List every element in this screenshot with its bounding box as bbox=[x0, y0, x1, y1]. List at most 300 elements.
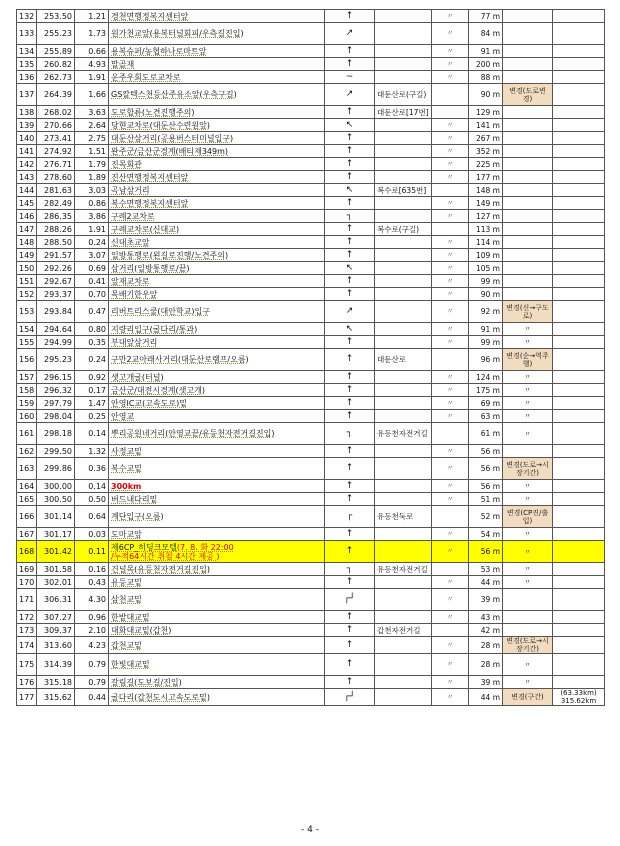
cell-road-name: 대둔산로(구길) bbox=[375, 84, 432, 106]
direction-arrow-icon: ↑ bbox=[325, 384, 375, 397]
cell-extra bbox=[553, 349, 605, 371]
cell-location bbox=[109, 480, 325, 493]
cell-extra bbox=[553, 171, 605, 184]
location-name: 구례교차로(신대교) bbox=[111, 224, 180, 234]
cell-elevation: 84 m bbox=[469, 23, 503, 45]
table-row bbox=[17, 445, 605, 458]
cell-number: 161 bbox=[17, 423, 37, 445]
cell-location bbox=[109, 301, 325, 323]
cell-road-name bbox=[375, 541, 432, 563]
cell-segment-km: 0.24 bbox=[75, 349, 109, 371]
cell-number: 160 bbox=[17, 410, 37, 423]
cell-number: 136 bbox=[17, 71, 37, 84]
cell-segment-km: 0.14 bbox=[75, 423, 109, 445]
cell-extra bbox=[553, 236, 605, 249]
location-name: 한밭대교밑 bbox=[111, 612, 150, 622]
table-row bbox=[17, 563, 605, 576]
cell-ditto: 〃 bbox=[432, 249, 469, 262]
cell-road-name bbox=[375, 262, 432, 275]
table-row bbox=[17, 349, 605, 371]
table-row bbox=[17, 145, 605, 158]
cell-cumulative-km: 315.62 bbox=[37, 689, 75, 706]
page-number: - 4 - bbox=[301, 825, 319, 835]
direction-arrow-icon: ┌┘ bbox=[325, 689, 375, 706]
cell-elevation: 129 m bbox=[469, 106, 503, 119]
cell-road-name bbox=[375, 58, 432, 71]
cell-location bbox=[109, 223, 325, 236]
cell-extra bbox=[553, 71, 605, 84]
cell-location bbox=[109, 288, 325, 301]
location-name: 일방통행로(왼길로진행/노견주의) bbox=[111, 250, 229, 260]
cell-number: 150 bbox=[17, 262, 37, 275]
cell-cumulative-km: 292.26 bbox=[37, 262, 75, 275]
cell-ditto: 〃 bbox=[432, 397, 469, 410]
cell-extra bbox=[553, 58, 605, 71]
location-name: 제6CP_히딩크모텔 bbox=[111, 542, 177, 552]
cell-cumulative-km: 307.27 bbox=[37, 611, 75, 624]
cell-road-name bbox=[375, 145, 432, 158]
cell-ditto: 〃 bbox=[432, 323, 469, 336]
cell-extra bbox=[553, 528, 605, 541]
table-row bbox=[17, 119, 605, 132]
cell-cumulative-km: 302.01 bbox=[37, 576, 75, 589]
route-sheet bbox=[16, 9, 604, 706]
direction-arrow-icon: ↑ bbox=[325, 611, 375, 624]
cell-location bbox=[109, 410, 325, 423]
cell-location bbox=[109, 236, 325, 249]
cell-location bbox=[109, 23, 325, 45]
cell-note: 〃 bbox=[503, 576, 553, 589]
direction-arrow-icon: ↖ bbox=[325, 323, 375, 336]
direction-arrow-icon: ↑ bbox=[325, 223, 375, 236]
cell-extra bbox=[553, 23, 605, 45]
cell-segment-km: 0.92 bbox=[75, 371, 109, 384]
cell-number: 158 bbox=[17, 384, 37, 397]
cell-location bbox=[109, 197, 325, 210]
cell-extra bbox=[553, 336, 605, 349]
cell-extra bbox=[553, 506, 605, 528]
cell-location bbox=[109, 84, 325, 106]
cell-cumulative-km: 260.82 bbox=[37, 58, 75, 71]
cell-number: 148 bbox=[17, 236, 37, 249]
cell-note bbox=[503, 45, 553, 58]
cell-number: 145 bbox=[17, 197, 37, 210]
direction-arrow-icon: ↑ bbox=[325, 10, 375, 23]
cell-note bbox=[503, 132, 553, 145]
cell-segment-km: 0.25 bbox=[75, 410, 109, 423]
cell-elevation: 109 m bbox=[469, 249, 503, 262]
cell-extra bbox=[553, 45, 605, 58]
location-name: 지량리입구(굴다리/통과) bbox=[111, 324, 198, 334]
cell-segment-km: 0.70 bbox=[75, 288, 109, 301]
cell-road-name bbox=[375, 528, 432, 541]
cell-note: 〃 bbox=[503, 397, 553, 410]
cell-ditto: 〃 bbox=[432, 262, 469, 275]
direction-arrow-icon: ↑ bbox=[325, 676, 375, 689]
location-name: 갑천교밑 bbox=[111, 640, 142, 650]
cell-ditto: 〃 bbox=[432, 158, 469, 171]
cell-cumulative-km: 314.39 bbox=[37, 654, 75, 676]
cell-segment-km: 0.79 bbox=[75, 676, 109, 689]
cell-location bbox=[109, 458, 325, 480]
cell-number: 149 bbox=[17, 249, 37, 262]
cell-ditto: 〃 bbox=[432, 410, 469, 423]
cell-road-name bbox=[375, 384, 432, 397]
cell-location bbox=[109, 275, 325, 288]
cell-road-name bbox=[375, 654, 432, 676]
direction-arrow-icon: ↑ bbox=[325, 480, 375, 493]
cell-number: 171 bbox=[17, 589, 37, 611]
cell-segment-km: 1.89 bbox=[75, 171, 109, 184]
cell-location bbox=[109, 145, 325, 158]
cell-number: 170 bbox=[17, 576, 37, 589]
cell-road-name: 대둔산로[17번] bbox=[375, 106, 432, 119]
cell-ditto: 〃 bbox=[432, 480, 469, 493]
cell-number: 147 bbox=[17, 223, 37, 236]
cell-road-name bbox=[375, 197, 432, 210]
cell-cumulative-km: 281.63 bbox=[37, 184, 75, 197]
table-row bbox=[17, 58, 605, 71]
cell-note bbox=[503, 71, 553, 84]
cell-segment-km: 2.64 bbox=[75, 119, 109, 132]
cell-ditto: 〃 bbox=[432, 23, 469, 45]
cell-cumulative-km: 264.39 bbox=[37, 84, 75, 106]
location-name: 300km bbox=[111, 481, 142, 491]
cell-number: 173 bbox=[17, 624, 37, 637]
cell-cumulative-km: 313.60 bbox=[37, 637, 75, 654]
cell-road-name bbox=[375, 45, 432, 58]
cell-elevation: 127 m bbox=[469, 210, 503, 223]
cell-number: 157 bbox=[17, 371, 37, 384]
cell-ditto: 〃 bbox=[432, 384, 469, 397]
cell-road-name bbox=[375, 119, 432, 132]
direction-arrow-icon: ↑ bbox=[325, 158, 375, 171]
table-row bbox=[17, 158, 605, 171]
cell-segment-km: 3.63 bbox=[75, 106, 109, 119]
cell-elevation: 77 m bbox=[469, 10, 503, 23]
direction-arrow-icon: ↑ bbox=[325, 371, 375, 384]
cell-location bbox=[109, 171, 325, 184]
cell-number: 143 bbox=[17, 171, 37, 184]
route-table bbox=[16, 9, 605, 706]
cell-elevation: 56 m bbox=[469, 458, 503, 480]
cell-note bbox=[503, 58, 553, 71]
cell-elevation: 56 m bbox=[469, 445, 503, 458]
cell-elevation: 44 m bbox=[469, 576, 503, 589]
cell-location bbox=[109, 371, 325, 384]
cell-elevation: 177 m bbox=[469, 171, 503, 184]
cell-elevation: 175 m bbox=[469, 384, 503, 397]
cell-elevation: 56 m bbox=[469, 480, 503, 493]
table-row bbox=[17, 676, 605, 689]
cell-cumulative-km: 270.66 bbox=[37, 119, 75, 132]
table-row bbox=[17, 236, 605, 249]
cell-extra bbox=[553, 223, 605, 236]
cell-note bbox=[503, 119, 553, 132]
cell-number: 156 bbox=[17, 349, 37, 371]
table-row bbox=[17, 410, 605, 423]
cell-elevation: 141 m bbox=[469, 119, 503, 132]
cell-number: 175 bbox=[17, 654, 37, 676]
cell-note: 변경(도로→시장기간) bbox=[503, 637, 553, 654]
cell-ditto: 〃 bbox=[432, 458, 469, 480]
cell-note: 〃 bbox=[503, 371, 553, 384]
table-row bbox=[17, 506, 605, 528]
location-name: 대화대교밑(갑천) bbox=[111, 625, 172, 635]
cell-extra bbox=[553, 301, 605, 323]
location-name: 부대앞삼거리 bbox=[111, 337, 158, 347]
table-row bbox=[17, 637, 605, 654]
cell-note bbox=[503, 236, 553, 249]
cell-extra bbox=[553, 275, 605, 288]
cell-elevation: 114 m bbox=[469, 236, 503, 249]
cell-extra bbox=[553, 676, 605, 689]
cell-elevation: 52 m bbox=[469, 506, 503, 528]
direction-arrow-icon: ↑ bbox=[325, 445, 375, 458]
cell-location bbox=[109, 119, 325, 132]
cell-extra bbox=[553, 288, 605, 301]
location-name: 굴다리(갑천도시고속도로밑) bbox=[111, 692, 210, 702]
cell-ditto: 〃 bbox=[432, 210, 469, 223]
table-row bbox=[17, 23, 605, 45]
cell-note bbox=[503, 145, 553, 158]
cell-cumulative-km: 296.15 bbox=[37, 371, 75, 384]
cell-number: 166 bbox=[17, 506, 37, 528]
cell-road-name: 대둔산로 bbox=[375, 349, 432, 371]
cell-location bbox=[109, 541, 325, 563]
cell-cumulative-km: 291.57 bbox=[37, 249, 75, 262]
location-name: 버드내다리밑 bbox=[111, 494, 158, 504]
cell-note: 〃 bbox=[503, 541, 553, 563]
cell-location bbox=[109, 611, 325, 624]
cell-extra bbox=[553, 445, 605, 458]
direction-arrow-icon: ↑ bbox=[325, 541, 375, 563]
cell-note: 변경(구간) bbox=[503, 689, 553, 706]
cell-extra bbox=[553, 119, 605, 132]
cell-extra bbox=[553, 397, 605, 410]
cell-cumulative-km: 306.31 bbox=[37, 589, 75, 611]
direction-arrow-icon: ↖ bbox=[325, 262, 375, 275]
cell-segment-km: 0.47 bbox=[75, 301, 109, 323]
table-row bbox=[17, 576, 605, 589]
direction-arrow-icon: ┐ bbox=[325, 563, 375, 576]
location-name: 당현교차로(대둔산수련원앞) bbox=[111, 120, 210, 130]
cell-road-name bbox=[375, 323, 432, 336]
cell-segment-km: 4.30 bbox=[75, 589, 109, 611]
cell-segment-km: 1.51 bbox=[75, 145, 109, 158]
cell-location bbox=[109, 576, 325, 589]
direction-arrow-icon: ┌ bbox=[325, 506, 375, 528]
cell-extra bbox=[553, 423, 605, 445]
table-row bbox=[17, 301, 605, 323]
cell-road-name bbox=[375, 301, 432, 323]
cell-cumulative-km: 301.42 bbox=[37, 541, 75, 563]
location-name: 목배기한우앞 bbox=[111, 289, 158, 299]
cell-note: 〃 bbox=[503, 423, 553, 445]
cell-road-name bbox=[375, 132, 432, 145]
cell-number: 164 bbox=[17, 480, 37, 493]
cell-number: 144 bbox=[17, 184, 37, 197]
cell-location bbox=[109, 10, 325, 23]
cell-elevation: 99 m bbox=[469, 336, 503, 349]
cell-segment-km: 0.80 bbox=[75, 323, 109, 336]
cell-ditto: 〃 bbox=[432, 71, 469, 84]
cell-elevation: 352 m bbox=[469, 145, 503, 158]
cell-elevation: 113 m bbox=[469, 223, 503, 236]
cell-segment-km: 0.50 bbox=[75, 493, 109, 506]
cell-number: 139 bbox=[17, 119, 37, 132]
location-name: 곡남삼거리 bbox=[111, 185, 150, 195]
cell-cumulative-km: 293.84 bbox=[37, 301, 75, 323]
cell-segment-km: 0.64 bbox=[75, 506, 109, 528]
cell-location bbox=[109, 323, 325, 336]
cell-road-name bbox=[375, 288, 432, 301]
direction-arrow-icon: ↗ bbox=[325, 84, 375, 106]
cell-segment-km: 0.14 bbox=[75, 480, 109, 493]
cell-location bbox=[109, 506, 325, 528]
cell-cumulative-km: 295.23 bbox=[37, 349, 75, 371]
direction-arrow-icon: ~ bbox=[325, 71, 375, 84]
table-row bbox=[17, 10, 605, 23]
cell-extra bbox=[553, 197, 605, 210]
cell-cumulative-km: 301.17 bbox=[37, 528, 75, 541]
location-name: 앞재교차로 bbox=[111, 276, 150, 286]
cell-location bbox=[109, 563, 325, 576]
cell-ditto: 〃 bbox=[432, 336, 469, 349]
cell-cumulative-km: 273.41 bbox=[37, 132, 75, 145]
cell-note: 변경(순→역주행) bbox=[503, 349, 553, 371]
cell-note: 〃 bbox=[503, 493, 553, 506]
cell-segment-km: 1.91 bbox=[75, 223, 109, 236]
cell-cumulative-km: 294.99 bbox=[37, 336, 75, 349]
cell-elevation: 88 m bbox=[469, 71, 503, 84]
cell-elevation: 105 m bbox=[469, 262, 503, 275]
cell-road-name bbox=[375, 249, 432, 262]
cell-note: 〃 bbox=[503, 410, 553, 423]
cell-elevation: 124 m bbox=[469, 371, 503, 384]
table-row bbox=[17, 106, 605, 119]
location-name: 경천면행정복지센터앞 bbox=[111, 11, 189, 21]
cell-ditto: 〃 bbox=[432, 528, 469, 541]
cell-number: 155 bbox=[17, 336, 37, 349]
table-row bbox=[17, 397, 605, 410]
cell-number: 142 bbox=[17, 158, 37, 171]
cell-ditto bbox=[432, 563, 469, 576]
cell-extra bbox=[553, 637, 605, 654]
cell-cumulative-km: 299.50 bbox=[37, 445, 75, 458]
cell-number: 159 bbox=[17, 397, 37, 410]
cell-road-name bbox=[375, 689, 432, 706]
cell-segment-km: 0.36 bbox=[75, 458, 109, 480]
cell-road-name bbox=[375, 493, 432, 506]
cell-location bbox=[109, 654, 325, 676]
cell-number: 146 bbox=[17, 210, 37, 223]
cell-ditto: 〃 bbox=[432, 275, 469, 288]
table-row bbox=[17, 45, 605, 58]
location-name: 구례2교차로 bbox=[111, 211, 155, 221]
cell-road-name bbox=[375, 10, 432, 23]
cell-number: 134 bbox=[17, 45, 37, 58]
cell-cumulative-km: 315.18 bbox=[37, 676, 75, 689]
cell-location bbox=[109, 637, 325, 654]
cell-cumulative-km: 288.26 bbox=[37, 223, 75, 236]
table-row bbox=[17, 223, 605, 236]
cell-extra bbox=[553, 480, 605, 493]
cell-location bbox=[109, 210, 325, 223]
direction-arrow-icon: ↑ bbox=[325, 106, 375, 119]
location-name: 용복슈퍼/농협하나로마트앞 bbox=[111, 46, 207, 56]
location-name: 대둔산삼거리(공용버스터미널입구) bbox=[111, 133, 234, 143]
cell-note bbox=[503, 184, 553, 197]
cell-cumulative-km: 298.04 bbox=[37, 410, 75, 423]
direction-arrow-icon: ┌┘ bbox=[325, 589, 375, 611]
cell-segment-km: 0.69 bbox=[75, 262, 109, 275]
cell-cumulative-km: 294.64 bbox=[37, 323, 75, 336]
cell-segment-km: 3.03 bbox=[75, 184, 109, 197]
cell-ditto: 〃 bbox=[432, 689, 469, 706]
cell-road-name: 유등천자전거길 bbox=[375, 563, 432, 576]
cell-elevation: 91 m bbox=[469, 323, 503, 336]
cell-segment-km: 0.79 bbox=[75, 654, 109, 676]
cell-location bbox=[109, 184, 325, 197]
cell-segment-km: 0.86 bbox=[75, 197, 109, 210]
cell-ditto: 〃 bbox=[432, 119, 469, 132]
cell-segment-km: 0.96 bbox=[75, 611, 109, 624]
table-row bbox=[17, 480, 605, 493]
cell-note: 변경(도로변경) bbox=[503, 84, 553, 106]
cell-ditto: 〃 bbox=[432, 637, 469, 654]
cell-note bbox=[503, 223, 553, 236]
cell-extra bbox=[553, 84, 605, 106]
cell-cumulative-km: 268.02 bbox=[37, 106, 75, 119]
cell-elevation: 53 m bbox=[469, 563, 503, 576]
table-row bbox=[17, 458, 605, 480]
checkpoint-row bbox=[17, 541, 605, 563]
cell-cumulative-km: 298.18 bbox=[37, 423, 75, 445]
cell-ditto: 〃 bbox=[432, 445, 469, 458]
direction-arrow-icon: ┐ bbox=[325, 423, 375, 445]
location-name: 한빛대교밑 bbox=[111, 660, 150, 669]
cell-cumulative-km: 255.23 bbox=[37, 23, 75, 45]
location-name: 뿌리공원네거리(안영교끝/유등천자전거길진입) bbox=[111, 429, 275, 438]
location-name: 계단입구(오름) bbox=[111, 512, 164, 521]
cell-note: 변경(CP진/출입) bbox=[503, 506, 553, 528]
cell-road-name bbox=[375, 371, 432, 384]
table-row bbox=[17, 528, 605, 541]
location-name: 삼천교밑 bbox=[111, 595, 142, 604]
cell-elevation: 69 m bbox=[469, 397, 503, 410]
direction-arrow-icon: ↑ bbox=[325, 637, 375, 654]
cell-ditto bbox=[432, 223, 469, 236]
cell-extra bbox=[553, 611, 605, 624]
cell-note bbox=[503, 197, 553, 210]
cell-extra bbox=[553, 493, 605, 506]
cell-road-name bbox=[375, 637, 432, 654]
location-name: 도로합류(노견진행주의) bbox=[111, 107, 195, 117]
table-row bbox=[17, 336, 605, 349]
cell-segment-km: 0.41 bbox=[75, 275, 109, 288]
cell-number: 168 bbox=[17, 541, 37, 563]
cell-location bbox=[109, 158, 325, 171]
location-name: 신대초교앞 bbox=[111, 237, 150, 247]
cell-elevation: 267 m bbox=[469, 132, 503, 145]
cell-extra bbox=[553, 262, 605, 275]
cell-cumulative-km: 301.14 bbox=[37, 506, 75, 528]
cell-cumulative-km: 253.50 bbox=[37, 10, 75, 23]
cell-number: 172 bbox=[17, 611, 37, 624]
cell-cumulative-km: 288.50 bbox=[37, 236, 75, 249]
table-row bbox=[17, 611, 605, 624]
